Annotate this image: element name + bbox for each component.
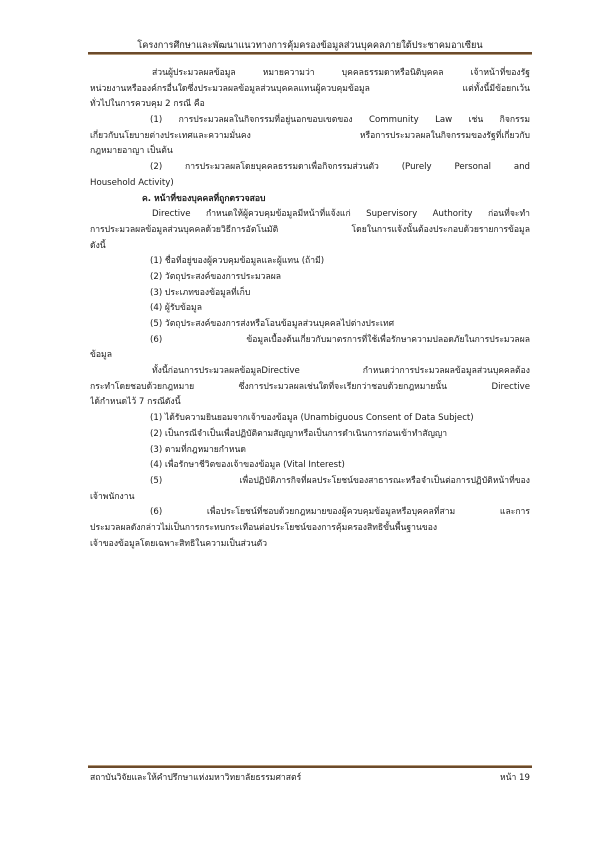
section-heading: ค. หน้าที่ของบุคคลที่ถูกตรวจสอบ [142,193,266,204]
footer-institution: สถาบันวิจัยและให้คำปรึกษาแห่งมหาวิทยาลัยธรรมศาสตร์ [90,773,302,783]
paragraph-line: ส่วนผู้ประมวลผลข้อมูล หมายความว่า บุคคลธรรมดาหรือนิติบุคคล เจ้าหน้าที่ของรัฐ [152,68,530,78]
header-divider [88,52,532,55]
document-body [90,66,530,552]
list-item-line: ประมวลผลดังกล่าวไม่เป็นการกระทบกระเทือนต่อประโยชน์ของการคุ้มครองสิทธิขั้นพื้นฐานของ [90,522,438,533]
list-item: (3) ประเภทของข้อมูลที่เก็บ [150,287,251,298]
list-item: (2) วัตถุประสงค์ของการประมวลผล [150,271,282,282]
paragraph-line: ทั่วไปในการควบคุม 2 กรณี คือ [90,99,205,110]
list-item: (4) เพื่อรักษาชีวิตของเจ้าของข้อมูล (Vital Interest) [150,460,345,471]
list-item: (1) ได้รับความยินยอมจากเจ้าของข้อมูล (Unambiguous Consent of Data Subject) [150,413,474,424]
list-item-line: ข้อมูล [90,350,112,361]
list-item: (6) เพื่อประโยชน์ที่ชอบด้วยกฎหมายของผู้ควบคุมข้อมูลหรือบุคคลที่สาม และการ [150,507,530,518]
list-item: (1) ชื่อที่อยู่ของผู้ควบคุมข้อมูลและผู้แทน (ถ้ามี) [150,256,325,267]
list-item: (3) ตามที่กฎหมายกำหนด [150,444,246,455]
paragraph-line: ได้กำหนดไว้ 7 กรณีดังนี้ [90,397,181,408]
list-item: (6) ข้อมูลเบื้องต้นเกี่ยวกับมาตรการที่ใช้เพื่อรักษาความปลอดภัยในการประมวลผล [150,334,530,345]
list-item: (5) เพื่อปฏิบัติภารกิจที่ผลประโยชน์ของสาธารณะหรือจำเป็นต่อการปฏิบัติหน้าที่ของ [150,475,530,486]
exception-item: (1) การประมวลผลในกิจกรรมที่อยู่นอกขอบเขตของ Community Law เช่น กิจกรรม [150,115,530,126]
exception-item-line: Household Activity) [90,177,174,188]
list-item-line: เจ้าพนักงาน [90,491,135,502]
paragraph-line: ดังนี้ [90,240,106,251]
paragraph-line: การประมวลผลข้อมูลส่วนบุคคลด้วยวิธีการอัตโนมัติ โดยในการแจ้งนั้นต้องประกอบด้วยรายการข้อมูล [90,224,530,235]
footer-divider [88,765,532,768]
paragraph-line: กระทำโดยชอบด้วยกฎหมาย ซึ่งการประมวลผลเช่นใดที่จะเรียกว่าชอบด้วยกฎหมายนั้น Directive [90,381,530,392]
paragraph-line: ทั้งนี้ก่อนการประมวลผลข้อมูลDirective กำหนดว่าการประมวลผลข้อมูลส่วนบุคคลต้อง [152,366,530,377]
paragraph-line: หน่วยงานหรือองค์กรอื่นใดซึ่งประมวลผลข้อมูลส่วนบุคคลแทนผู้ควบคุมข้อมูล แต่ทั้งนี้มีข้อยกเว้น [90,83,530,94]
running-header: โครงการศึกษาและพัฒนาแนวทางการคุ้มครองข้อมูลส่วนบุคคลภายใต้ประชาคมอาเซียน [137,40,483,51]
list-item: (4) ผู้รับข้อมูล [150,303,202,314]
exception-item-line: กฎหมายอาญา เป็นต้น [90,146,173,157]
exception-item-line: เกี่ยวกับนโยบายต่างประเทศและความมั่นคง หรือการประมวลผลในกิจกรรมของรัฐที่เกี่ยวกับ [90,130,530,141]
list-item: (2) เป็นกรณีจำเป็นเพื่อปฏิบัติตามสัญญาหรือเป็นการดำเนินการก่อนเข้าทำสัญญา [150,428,448,439]
list-item: (5) วัตถุประสงค์ของการส่งหรือโอนข้อมูลส่วนบุคคลไปต่างประเทศ [150,319,395,329]
page-number: หน้า 19 [499,773,530,783]
list-item-line: เจ้าของข้อมูลโดยเฉพาะสิทธิในความเป็นส่วนตัว [90,538,268,549]
paragraph-line: Directive กำหนดให้ผู้ควบคุมข้อมูลมีหน้าที่แจ้งแก่ Supervisory Authority ก่อนที่จะทำ [152,209,530,220]
exception-item: (2) การประมวลผลโดยบุคคลธรรมดาเพื่อกิจกรรมส่วนตัว (Purely Personal and [150,162,530,173]
